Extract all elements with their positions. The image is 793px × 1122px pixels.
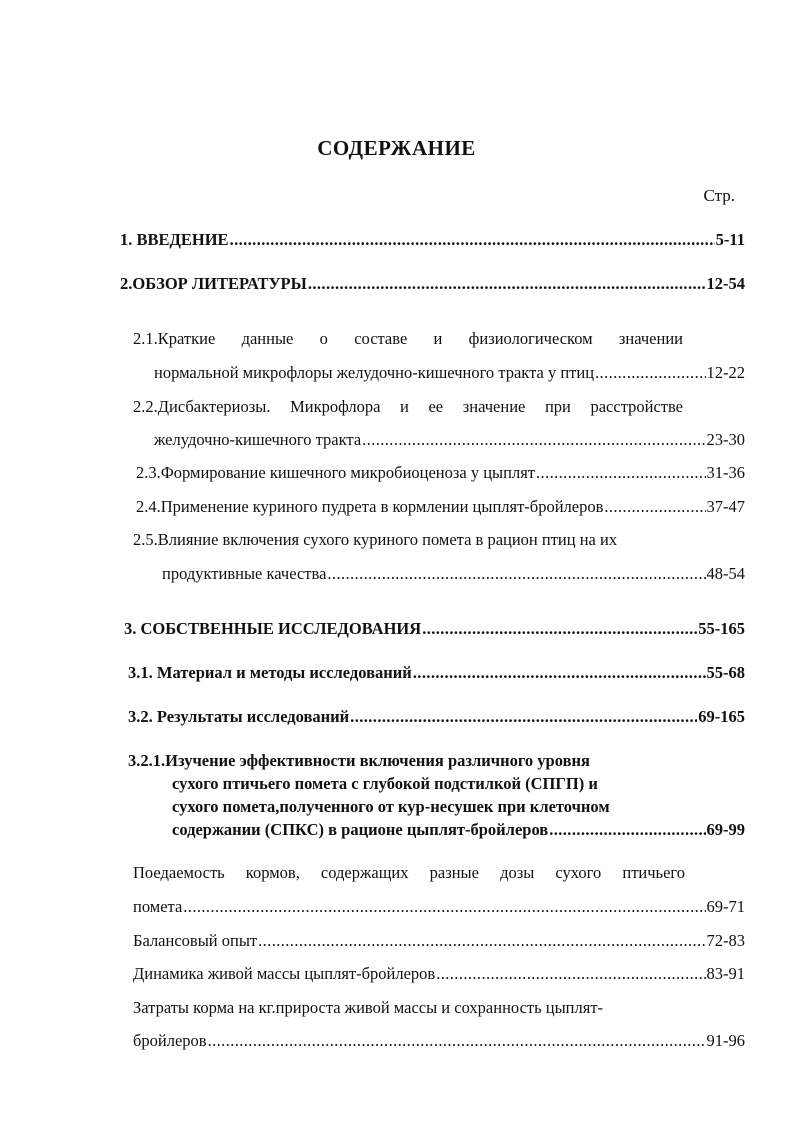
toc-page-number: 12-22 — [706, 363, 745, 382]
toc-leader — [183, 896, 705, 918]
toc-page-number: 5-11 — [715, 230, 745, 249]
toc-leader — [208, 1030, 706, 1052]
toc-leader — [327, 563, 705, 585]
toc-page-number: 31-36 — [706, 463, 745, 482]
toc-entry-2-1 — [154, 362, 745, 384]
toc-entry-label: Балансовый опыт — [133, 931, 258, 950]
toc-entry-label: 2.4.Применение куриного пудрета в кормлении цыплят-бройлеров — [136, 497, 604, 516]
toc-entry-feed-intake-line1: Поедаемость кормов, содержащих разные дозы сухого птичьего — [133, 863, 685, 882]
toc-entry-label: помета — [133, 897, 183, 916]
toc-page-number: 37-47 — [706, 497, 745, 516]
toc-leader — [436, 963, 705, 985]
toc-entry-label: 3.2. Результаты исследований — [128, 707, 350, 726]
toc-entry-label: желудочно-кишечного тракта — [154, 430, 362, 449]
toc-leader — [604, 496, 705, 518]
toc-page-number: 69-71 — [706, 897, 745, 916]
toc-entry-balance-experiment — [133, 930, 745, 952]
toc-entry-own-research — [124, 618, 745, 640]
toc-leader — [413, 662, 706, 684]
toc-entry-label: 2.ОБЗОР ЛИТЕРАТУРЫ — [120, 274, 307, 293]
toc-entry-3-2-1-line3: сухого помета,полученного от кур-несушек при клеточном — [172, 797, 610, 816]
toc-entry-introduction — [120, 229, 745, 251]
toc-entry-feed-intake — [133, 896, 745, 918]
toc-leader — [422, 618, 697, 640]
toc-entry-label: 2.3.Формирование кишечного микробиоценоза у цыплят — [136, 463, 536, 482]
toc-entry-2-5-line1: 2.5.Влияние включения сухого куриного помета в рацион птиц на их — [133, 530, 618, 549]
toc-entry-label: 3.1. Материал и методы исследований — [128, 663, 412, 682]
toc-leader — [536, 462, 705, 484]
toc-entry-feed-costs-line1: Затраты корма на кг.прироста живой массы и сохранность цыплят- — [133, 998, 604, 1017]
toc-leader — [258, 930, 705, 952]
toc-entry-2-4 — [136, 496, 745, 518]
toc-entry-label: бройлеров — [133, 1031, 207, 1050]
toc-page-number: 48-54 — [706, 564, 745, 583]
toc-entry-literature-review — [120, 273, 745, 295]
toc-page-number: 91-96 — [706, 1031, 745, 1050]
toc-page-number: 55-68 — [706, 663, 745, 682]
toc-entry-3-2 — [128, 706, 745, 728]
toc-page-number: 69-99 — [706, 820, 745, 839]
toc-page-number: 69-165 — [698, 707, 745, 726]
toc-page-number: 83-91 — [706, 964, 745, 983]
page-column-label: Стр. — [703, 186, 735, 205]
toc-entry-label: содержании (СПКС) в рационе цыплят-бройлеров — [172, 820, 549, 839]
toc-page-number: 72-83 — [706, 931, 745, 950]
toc-entry-label: нормальной микрофлоры желудочно-кишечного тракта у птиц — [154, 363, 595, 382]
toc-entry-2-5 — [162, 563, 745, 585]
toc-leader — [595, 362, 705, 384]
toc-page-number: 23-30 — [706, 430, 745, 449]
toc-entry-label: 3. СОБСТВЕННЫЕ ИССЛЕДОВАНИЯ — [124, 619, 422, 638]
page-title: СОДЕРЖАНИЕ — [317, 136, 476, 160]
toc-leader — [230, 229, 715, 251]
toc-entry-3-1 — [128, 662, 745, 684]
toc-entry-3-2-1 — [172, 819, 745, 841]
toc-leader — [350, 706, 697, 728]
toc-entry-2-1-line1: 2.1.Краткие данные о составе и физиологическом значении — [133, 329, 683, 348]
toc-entry-label: продуктивные качества — [162, 564, 327, 583]
toc-page-number: 55-165 — [698, 619, 745, 638]
toc-entry-2-3 — [136, 462, 745, 484]
toc-page-number: 12-54 — [706, 274, 745, 293]
toc-entry-2-2-line1: 2.2.Дисбактериозы. Микрофлора и ее значение при расстройстве — [133, 397, 683, 416]
toc-entry-label: Динамика живой массы цыплят-бройлеров — [133, 964, 436, 983]
toc-entry-3-2-1-line2: сухого птичьего помета с глубокой подстилкой (СПГП) и — [172, 774, 598, 793]
toc-entry-live-weight-dynamics — [133, 963, 745, 985]
toc-leader — [308, 273, 706, 295]
toc-entry-label: 1. ВВЕДЕНИЕ — [120, 230, 229, 249]
toc-leader — [549, 819, 705, 841]
toc-entry-feed-costs — [133, 1030, 745, 1052]
toc-entry-3-2-1-line1: 3.2.1.Изучение эффективности включения различного уровня — [128, 751, 590, 770]
toc-leader — [362, 429, 705, 451]
toc-entry-2-2 — [154, 429, 745, 451]
